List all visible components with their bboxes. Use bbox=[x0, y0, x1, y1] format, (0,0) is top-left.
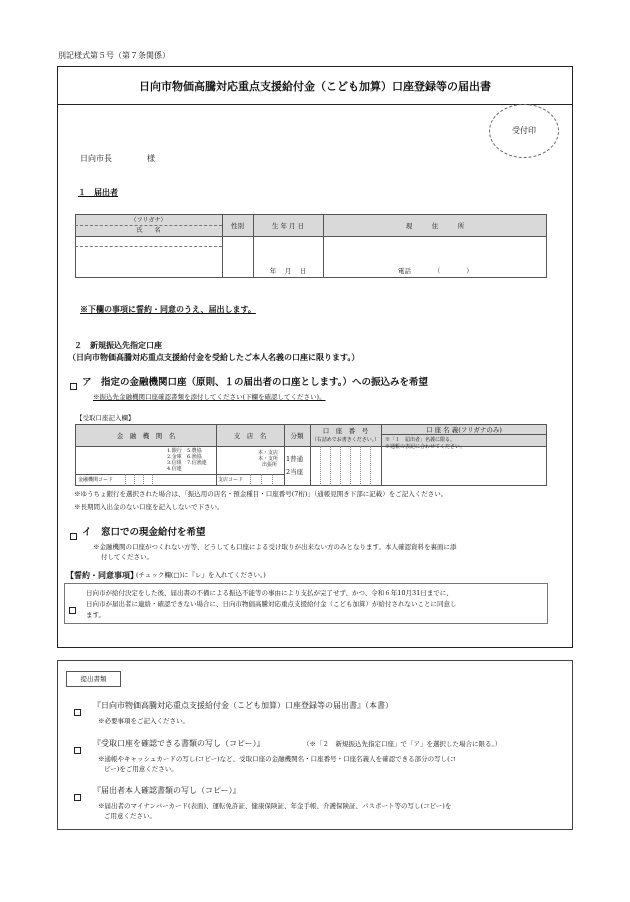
item2-note-2: ピー)をご用意ください。 bbox=[104, 765, 178, 773]
branch-name-field[interactable] bbox=[217, 447, 257, 473]
checkbox-icon bbox=[74, 747, 81, 754]
section2-heading: ２ 新規振込先指定口座 bbox=[74, 340, 162, 350]
branch-type: 出張所 bbox=[262, 462, 278, 468]
branch-type: 本・支店 bbox=[258, 450, 279, 456]
item2-checkbox[interactable] bbox=[74, 740, 81, 759]
submission-label: 提出書類 bbox=[80, 675, 107, 683]
sex-field[interactable] bbox=[223, 237, 252, 277]
consent-checkbox[interactable] bbox=[69, 600, 76, 619]
option-i-checkbox[interactable] bbox=[70, 526, 77, 545]
addressee-mayor: 日向市長 bbox=[80, 154, 112, 163]
item1-label: 『日向市物価高騰対応重点支援給付金（こども加算）口座登録等の届出書』（本書） bbox=[93, 701, 393, 710]
holder-note-2: ※通帳の表記に合わせてください。 bbox=[385, 444, 466, 450]
item2-label: 『受取口座を確認できる書類の写し（コピー）』 bbox=[93, 739, 265, 748]
consent-line-2: 日向市が届出者に連絡・確認できない場合に、日向市物価高騰対応重点支援給付金（こども加算）が給付されないことに同意し bbox=[86, 600, 457, 608]
bank-name-field[interactable] bbox=[76, 447, 164, 473]
account-holder-field[interactable] bbox=[382, 455, 546, 485]
name-field[interactable] bbox=[76, 247, 221, 277]
bank-name-header: 金 融 機 関 名 bbox=[116, 432, 176, 440]
category-header: 分類 bbox=[290, 432, 304, 440]
stamp-label: 受付印 bbox=[512, 126, 536, 135]
branch-name-header: 支 店 名 bbox=[233, 432, 267, 440]
bank-type: 6.漁協 bbox=[187, 454, 202, 460]
consent-heading: 【誓約・同意事項】 bbox=[66, 570, 138, 580]
longterm-note: ※長期間入出金のない口座を記入しないで下さい。 bbox=[74, 503, 224, 511]
account-number-header: 口 座 番 号 bbox=[322, 427, 369, 435]
option-i-note-1: ※金融機関の口座がつくれない方等、どうしても口座による受け取りが出来ない方のみとなります。本人確認資料を裏面に添 bbox=[93, 543, 457, 551]
checkbox-icon bbox=[69, 607, 76, 614]
consent-line-1: 日向市が給付決定をした後、届出書の不備による振込不能等の事由により支払が完了せず、かつ、令和６年10月31日までに、 bbox=[86, 589, 453, 597]
item2-note-1: ※通帳やキャッシュカードの写し(コピー)など、受取口座の金融機関名・口座番号・口座名義人を確認できる部分の写し(コ bbox=[98, 755, 457, 763]
branch-type: 本・支所 bbox=[258, 456, 279, 462]
phone-field[interactable]: 電話 （ ） bbox=[398, 267, 473, 275]
category-value: 1普通 bbox=[286, 455, 304, 463]
category-value: 2当座 bbox=[286, 468, 304, 476]
bank-type: 7.信漁連 bbox=[187, 460, 207, 466]
checkbox-icon bbox=[70, 533, 77, 540]
yucho-note: ※ゆうちょ銀行を選択された場合は、「振込用の店名・預金種目・口座番号(7桁)」（通帳見開き下部に記載）をご記入ください。 bbox=[74, 490, 448, 498]
consent-instruction: (チェック欄(□)に『レ』を入れてください。) bbox=[136, 571, 266, 579]
checkbox-icon bbox=[74, 794, 81, 801]
sex-header: 性別 bbox=[231, 222, 244, 230]
item1-note: ※必要事項をご記入ください。 bbox=[98, 717, 189, 725]
option-a-label: ア 指定の金融機関口座（原則、１の届出者の口座とします。）への振込みを希望 bbox=[82, 377, 428, 388]
bank-type: 1.銀行 bbox=[167, 448, 182, 454]
account-table-caption: 【受取口座記入欄】 bbox=[76, 414, 135, 422]
item3-checkbox[interactable] bbox=[74, 787, 81, 806]
dob-field[interactable]: 年 月 日 bbox=[269, 267, 307, 275]
consent-line-3: ます。 bbox=[86, 611, 105, 619]
option-i-note-2: 付してください。 bbox=[101, 553, 153, 561]
address-header: 現 住 所 bbox=[405, 222, 465, 230]
section1-heading: １ 届出者 bbox=[78, 187, 118, 197]
item3-label: 『届出者本人確認書類の写し（コピー）』 bbox=[93, 786, 241, 795]
addressee-honorific: 様 bbox=[147, 154, 155, 163]
dob-header: 生 年 月 日 bbox=[271, 222, 305, 230]
item3-note-1: ※届出者のマイナンバーカード(表面)、運転免許証、健康保険証、年金手帳、介護保険証、パスポート等の写し(コピー)を bbox=[98, 802, 452, 810]
furigana-header: （フリガナ） bbox=[130, 217, 167, 224]
item3-note-2: ご用意ください。 bbox=[104, 812, 156, 820]
bank-type: 2.金庫 bbox=[167, 454, 182, 460]
option-a-checkbox[interactable] bbox=[70, 376, 77, 395]
name-header: 氏 名 bbox=[136, 227, 161, 234]
option-i-label: イ 窓口での現金給付を希望 bbox=[82, 527, 206, 538]
right-align-note: （右詰めでお書きください。） bbox=[311, 437, 380, 443]
holder-header: 口 座 名 義(フリガナのみ) bbox=[426, 426, 502, 434]
item1-checkbox[interactable] bbox=[74, 702, 81, 721]
page-title: 日向市物価高騰対応重点支援給付金（こども加算）口座登録等の届出書 bbox=[139, 80, 491, 93]
section2-subheading: （日向市物価高騰対応重点支援給付金を受給したご本人名義の口座に限ります。） bbox=[68, 352, 360, 362]
bank-code-label: 金融機関コード bbox=[78, 477, 114, 483]
holder-note-1: ※「１ 届出者」名義に限る。 bbox=[385, 437, 456, 443]
bank-type: 3.信組 bbox=[167, 460, 182, 466]
checkbox-icon bbox=[70, 383, 77, 390]
item2-condition: （※「２ 新規振込先指定口座」で「ア」を選択した場合に限る。） bbox=[303, 740, 502, 748]
agree-note: ※下欄の事項に誓約・同意のうえ、届出します。 bbox=[80, 304, 256, 314]
bank-type: 4.信連 bbox=[167, 466, 182, 472]
branch-code-label: 支店コード bbox=[218, 477, 244, 483]
form-number: 別記様式第５号（第７条関係） bbox=[58, 51, 170, 60]
checkbox-icon bbox=[74, 709, 81, 716]
bank-type: 5.農協 bbox=[187, 448, 202, 454]
account-number-field[interactable] bbox=[311, 447, 380, 485]
option-a-note: ※振込先金融機関口座確認書類を添付してください(下欄を確認してください)。 bbox=[93, 393, 326, 401]
